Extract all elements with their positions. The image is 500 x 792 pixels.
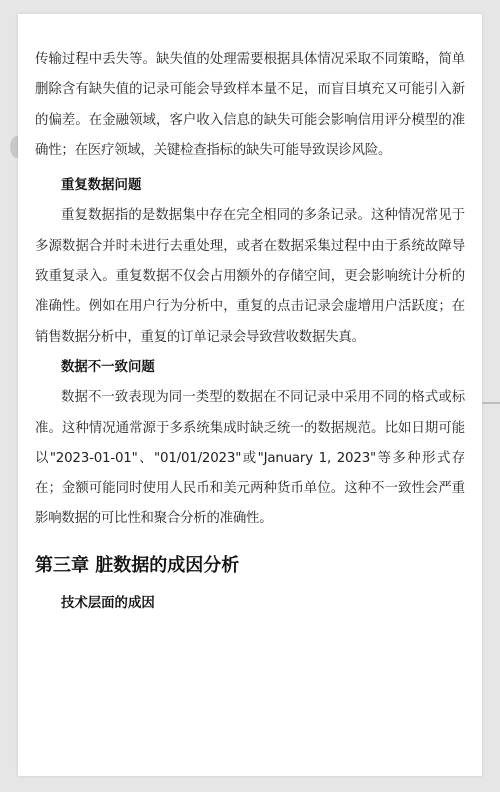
paragraph-duplicate-data: 重复数据指的是数据集中存在完全相同的多条记录。这种情况常见于多源数据合并时未进行去重处理，或者在数据采集过程中由于系统故障导致重复录入。重复数据不仅会占用额外的存储空间，更会影响统计分析的准确性。例如在用户行为分析中，重复的点击记录会虚增用户活跃度；在销售数据分析中，重复的订单记录会导致营收数据失真。 — [35, 208, 465, 345]
heading-technical-causes: 技术层面的成因 — [61, 595, 155, 611]
page-divider-mark — [482, 402, 500, 404]
page-content — [35, 14, 465, 619]
paragraph-inconsistent-data: 数据不一致表现为同一类型的数据在不同记录中采用不同的格式或标准。这种情况通常源于多系统集成时缺乏统一的数据规范。比如日期可能以"2023-01-01"、"01/01/2023"或"January 1, 2023"等多种形式存在；金额可能同时使用人民币和美元两种货币单位。这种不一致性会严重影响数据的可比性和聚合分析的准确性。 — [35, 390, 465, 527]
paragraph-missing-values: 传输过程中丢失等。缺失值的处理需要根据具体情况采取不同策略，简单删除含有缺失值的记录可能会导致样本量不足，而盲目填充又可能引入新的偏差。在金融领域，客户收入信息的缺失可能会影响信用评分模型的准确性；在医疗领域，关键检查指标的缺失可能导致误诊风险。 — [35, 52, 465, 158]
heading-duplicate-data: 重复数据问题 — [61, 178, 142, 194]
chapter-title: 第三章 脏数据的成因分析 — [35, 554, 240, 576]
document-page — [18, 14, 482, 776]
heading-inconsistent-data: 数据不一致问题 — [61, 359, 155, 375]
